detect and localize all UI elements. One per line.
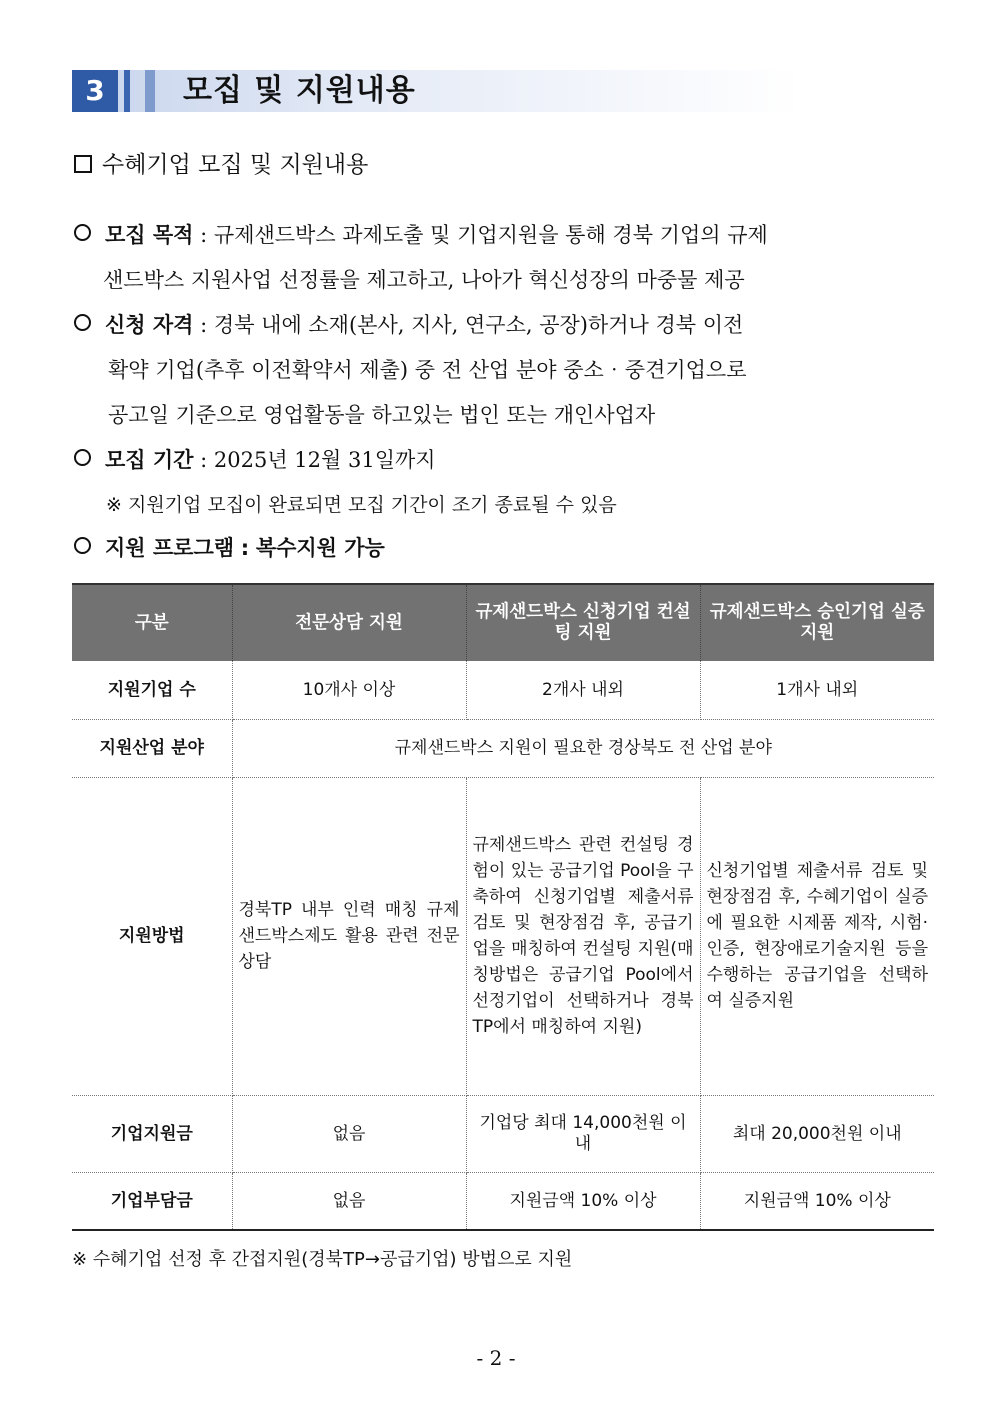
row-label: 기업부담금 — [72, 1172, 232, 1230]
table-cell: 기업당 최대 14,000천원 이내 — [466, 1095, 700, 1172]
period-note: ※ 지원기업 모집이 완료되면 모집 기간이 조기 종료될 수 있음 — [106, 494, 617, 516]
table-cell: 최대 20,000천원 이내 — [700, 1095, 934, 1172]
table-cell: 규제샌드박스 관련 컨설팅 경험이 있는 공급기업 Pool을 구축하여 신청기업별 제출서류 검토 및 현장점검 후, 공급기업을 매칭하여 컨설팅 지원(매칭방법은 공급기업 Pool에서 선정기업이 선택하거나 경북TP에서 매칭하여 지원) — [466, 777, 700, 1095]
table-header-row — [72, 584, 934, 661]
eligibility-label: 신청 자격 — [105, 313, 194, 337]
table-row — [72, 719, 934, 777]
table-cell-span: 규제샌드박스 지원이 필요한 경상북도 전 산업 분야 — [232, 719, 934, 777]
purpose-label: 모집 목적 — [105, 223, 194, 247]
section-divider-bar-light — [145, 70, 155, 112]
bullet-circle-icon — [74, 224, 91, 241]
page-number: - 2 - — [476, 1346, 516, 1370]
checkbox-square-icon — [74, 155, 92, 173]
row-label: 지원기업 수 — [72, 661, 232, 719]
table-cell: 신청기업별 제출서류 검토 및 현장점검 후, 수혜기업이 실증에 필요한 시제품 제작, 시험‧인증, 현장애로기술지원 등을 수행하는 공급기업을 선택하여 실증지원 — [700, 777, 934, 1095]
table-cell: 경북TP 내부 인력 매칭 규제샌드박스제도 활용 관련 전문상담 — [232, 777, 466, 1095]
support-table — [72, 583, 934, 1231]
table-row — [72, 1172, 934, 1230]
subheading-text: 수혜기업 모집 및 지원내용 — [102, 152, 369, 178]
purpose-line-2: 샌드박스 지원사업 선정률을 제고하고, 나아가 혁신성장의 마중물 제공 — [103, 268, 745, 292]
program-value: 복수지원 가능 — [255, 536, 385, 560]
eligibility-text-1: 경북 내에 소재(본사, 지사, 연구소, 공장)하거나 경북 이전 — [213, 313, 744, 337]
table-cell: 10개사 이상 — [232, 661, 466, 719]
bullet-circle-icon — [74, 537, 91, 554]
table-cell: 없음 — [232, 1172, 466, 1230]
purpose-text-1: 규제샌드박스 과제도출 및 기업지원을 통해 경북 기업의 규제 — [213, 223, 768, 247]
header-approved-demo: 규제샌드박스 승인기업 실증 지원 — [700, 584, 934, 661]
row-label: 기업지원금 — [72, 1095, 232, 1172]
subheading — [74, 146, 368, 179]
eligibility-line-2: 확약 기업(추후 이전확약서 제출) 중 전 산업 분야 중소‧중견기업으로 — [108, 358, 747, 382]
footnote: ※ 수혜기업 선정 후 간접지원(경북TP→공급기업) 방법으로 지원 — [72, 1249, 573, 1270]
eligibility-line-1: 신청 자격 : 경북 내에 소재(본사, 지사, 연구소, 공장)하거나 경북 이전 — [74, 303, 743, 348]
row-label: 지원산업 분야 — [72, 719, 232, 777]
eligibility-line-3: 공고일 기준으로 영업활동을 하고있는 법인 또는 개인사업자 — [108, 403, 656, 427]
section-divider-bar — [124, 70, 130, 112]
table-cell: 1개사 내외 — [700, 661, 934, 719]
header-category: 구분 — [72, 584, 232, 661]
table-row — [72, 1095, 934, 1172]
row-label: 지원방법 — [72, 777, 232, 1095]
header-applicant-consulting: 규제샌드박스 신청기업 컨설팅 지원 — [466, 584, 700, 661]
header-consulting: 전문상담 지원 — [232, 584, 466, 661]
table-cell: 지원금액 10% 이상 — [700, 1172, 934, 1230]
bullet-circle-icon — [74, 449, 91, 466]
purpose-line-1: 모집 목적 : 규제샌드박스 과제도출 및 기업지원을 통해 경북 기업의 규제 — [74, 213, 768, 258]
program-label: 지원 프로그램 — [105, 536, 235, 560]
program-line: 지원 프로그램 : 복수지원 가능 — [74, 526, 385, 571]
period-line: 모집 기간 : 2025년 12월 31일까지 — [74, 438, 436, 483]
section-number: 3 — [72, 70, 118, 112]
bullet-circle-icon — [74, 314, 91, 331]
table-cell: 없음 — [232, 1095, 466, 1172]
table-cell: 2개사 내외 — [466, 661, 700, 719]
section-header-band — [72, 70, 802, 112]
table-row — [72, 777, 934, 1095]
period-label: 모집 기간 — [105, 448, 194, 472]
period-value: 2025년 12월 31일까지 — [213, 448, 436, 472]
section-title: 모집 및 지원내용 — [183, 73, 416, 108]
table-row — [72, 661, 934, 719]
table-cell: 지원금액 10% 이상 — [466, 1172, 700, 1230]
